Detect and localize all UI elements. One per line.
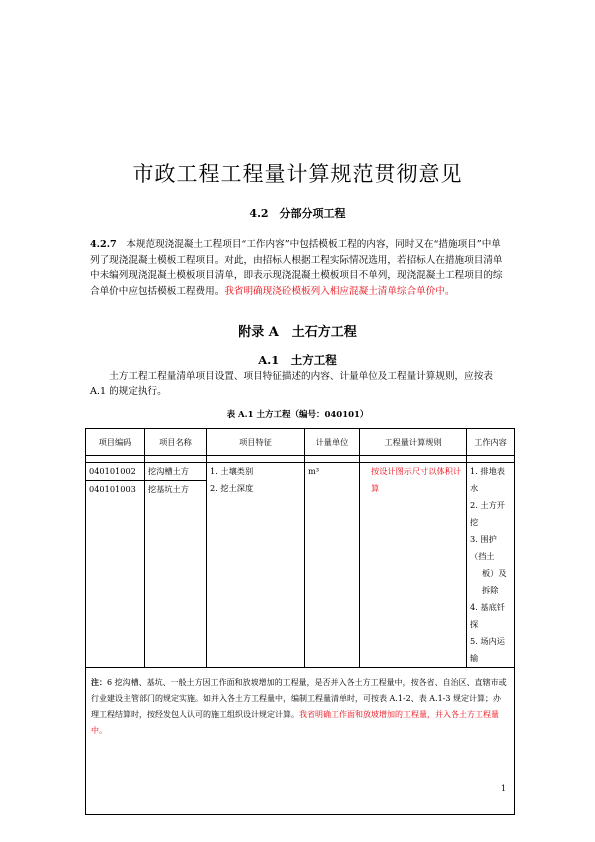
clause-number: 4.2.7 bbox=[90, 239, 117, 250]
table-note bbox=[86, 668, 515, 815]
unit-cell bbox=[305, 463, 360, 668]
section-heading-4-2: 4.2 分部分项工程 bbox=[249, 207, 346, 220]
clause-red-note: 我省明确现浇砼模板列入相应混凝土清单综合单价中。 bbox=[224, 285, 455, 297]
row-code: 040101002 bbox=[89, 466, 136, 476]
clause-text: 本规范现浇混凝土工程项目“工作内容”中包括模板工程的内容，同时又在“措施项目”中单列了现浇混凝土模板工程项目。对此，由招标人根据工程实际情况选用，若招标人在措施项目清单中未编列现浇混凝土模板项目清单，即表示现浇混凝土模板项目不单列，现浇混凝土工程项目的综合单价中应包括模板工程费用。 bbox=[90, 239, 503, 297]
work-item: 4. 基底钎探 bbox=[470, 602, 505, 629]
code-cell bbox=[86, 463, 145, 668]
feature-item: 1. 土壤类别 bbox=[210, 466, 254, 476]
table-spacer-row bbox=[86, 456, 515, 463]
page-title: 市政工程工程量计算规范贯彻意见 bbox=[132, 162, 463, 186]
work-cell bbox=[467, 463, 515, 668]
work-item: 1. 排地表水 bbox=[470, 466, 505, 493]
row-code: 040101003 bbox=[86, 480, 144, 498]
work-item: 板）及拆除 bbox=[482, 568, 507, 595]
work-item: 5. 场内运输 bbox=[470, 636, 505, 663]
feature-cell bbox=[207, 463, 305, 668]
header-rule: 工程量计算规则 bbox=[360, 429, 467, 456]
section-a1-heading: A.1 土方工程 bbox=[258, 353, 337, 367]
row-name: 挖基坑土方 bbox=[145, 480, 206, 498]
work-item: 3. 围护（挡土 bbox=[470, 534, 497, 561]
unit-value: m³ bbox=[308, 466, 320, 476]
header-name: 项目名称 bbox=[145, 429, 207, 456]
appendix-a-heading: 附录 A 土石方工程 bbox=[238, 325, 357, 340]
note-label: 注： bbox=[91, 677, 107, 687]
rule-cell bbox=[360, 463, 467, 668]
earthwork-table bbox=[85, 428, 515, 815]
table-caption: 表 A.1 土方工程（编号：040101） bbox=[226, 410, 369, 420]
header-code: 项目编码 bbox=[86, 429, 145, 456]
row-name: 挖沟槽土方 bbox=[148, 466, 189, 476]
header-unit: 计量单位 bbox=[305, 429, 360, 456]
header-feature: 项目特征 bbox=[207, 429, 305, 456]
page-number: 1 bbox=[501, 784, 507, 793]
table-note-row bbox=[86, 668, 515, 815]
name-cell bbox=[145, 463, 207, 668]
table-row bbox=[86, 463, 515, 668]
note-red: 我省明确工作面和放坡增加的工程量，并入各土方工程量中。 bbox=[91, 710, 499, 735]
table-header-row bbox=[86, 429, 515, 456]
clause-4-2-7 bbox=[90, 237, 508, 299]
feature-item: 2. 挖土深度 bbox=[210, 483, 254, 493]
work-item: 2. 土方开挖 bbox=[470, 500, 505, 527]
rule-value: 按设计图示尺寸以体积计算 bbox=[371, 466, 462, 493]
section-a1-text: 土方工程工程量清单项目设置、项目特征描述的内容、计量单位及工程量计算规则，应按表 A.1 的规定执行。 bbox=[90, 371, 493, 397]
note-text: 6 挖沟槽、基坑、一般土方因工作面和放坡增加的工程量，是否并入各土方工程量中，按各省、自治区、直辖市或行业建设主管部门的规定实施。如并入各土方工程量中，编制工程量清单时，可按表 A.1-2、表 A.1-3 规定计算；办理工程结算时，按经发包人认可的施工组织设计规定计算。 bbox=[91, 678, 507, 719]
header-work: 工作内容 bbox=[467, 429, 515, 456]
